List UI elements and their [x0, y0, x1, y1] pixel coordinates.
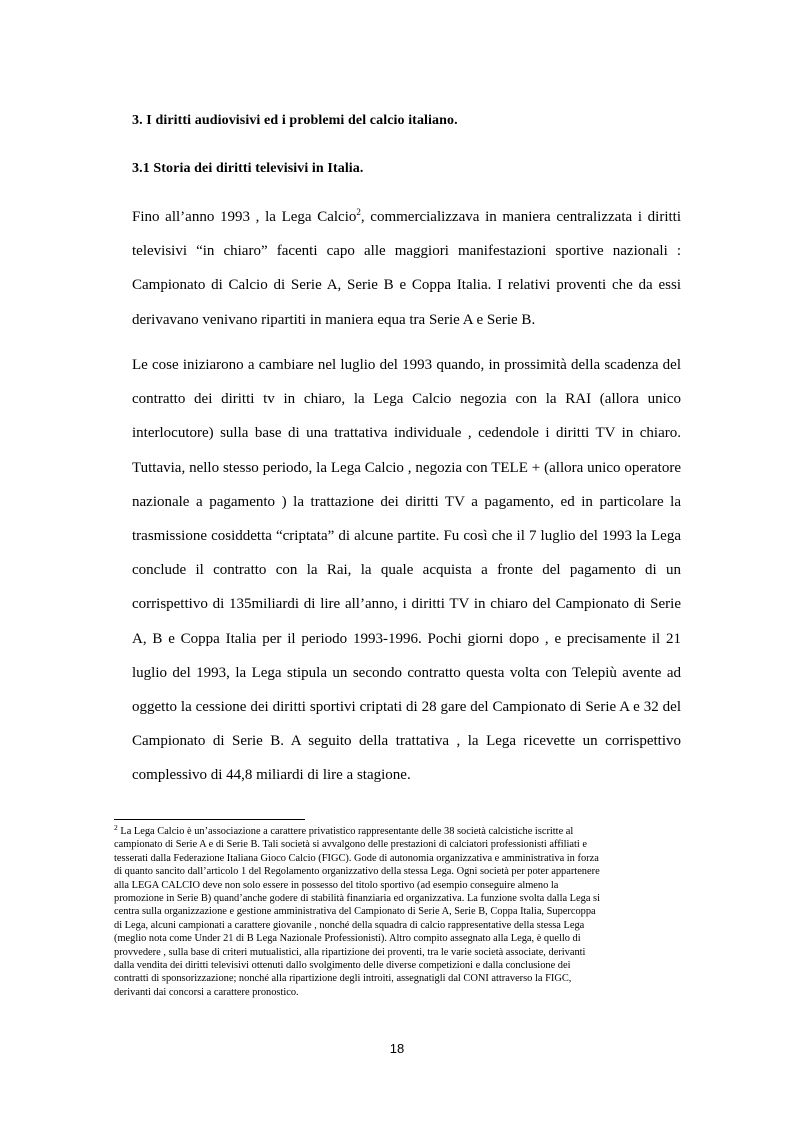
footnote-line: derivanti dai concorsi a carattere pronostico. [114, 986, 299, 998]
footnote-line: La Lega Calcio è un’associazione a carattere privatistico rappresentante delle 38 società calcistiche iscritte al [117, 826, 574, 837]
paragraph-1-start: Fino all’anno 1993 , la Lega Calcio [132, 209, 357, 225]
footnote-line: campionato di Serie A e di Serie B. Tali società si avvalgono delle prestazioni di calciatori professionisti affiliati e [114, 839, 587, 851]
paragraph-2: Le cose iniziarono a cambiare nel luglio del 1993 quando, in prossimità della scadenza del contratto dei diritti tv in chiaro, la Lega Calcio negozia con la RAI (allora unico interlocutore) sulla base di una trattativa individuale , cedendole i diritti TV in chiaro. Tuttavia, nello stesso periodo, la Lega Calcio , negozia con TELE + (allora unico operatore nazionale a pagamento ) la trattazione dei diritti TV a pagamento, ed in particolare la trasmissione cosiddetta “criptata” di alcune partite. Fu così che il 7 luglio del 1993 la Lega conclude il contratto con la Rai, la quale acquista a fronte del pagamento di un corrispettivo di 135miliardi di lire all’anno, i diritti TV in chiaro del Campionato di Serie A, B e Coppa Italia per il periodo 1993-1996. Pochi giorni dopo , e precisamente il 21 luglio del 1993, la Lega stipula un secondo contratto questa volta con Telepiù avente ad oggetto la cessione dei diritti sportivi criptati di 28 gare del Campionato di Serie A e 32 del Campionato di Serie B. A seguito della trattativa , la Lega ricevette un corrispettivo complessivo di 44,8 miliardi di lire a stagione. [132, 357, 681, 784]
footnote-line: tesserati dalla Federazione Italiana Gioco Calcio (FIGC). Gode di autonomia organizzativa e amministrativa in forza [114, 852, 599, 864]
paragraph-1 [132, 200, 681, 337]
footnote-line: (meglio nota come Under 21 di B Lega Nazionale Professionisti). Altro compito assegnato alla Lega, è quello di [114, 933, 581, 945]
footnote-reference[interactable]: 2 [356, 207, 361, 217]
footnote-line: provvedere , sulla base di criteri mutualistici, alla ripartizione dei proventi, tra le varie società associate, derivanti [114, 946, 586, 958]
footnote-line: alla LEGA CALCIO deve non solo essere in possesso del titolo sportivo (ad esempio conseguire almeno la [114, 879, 559, 891]
footnote-line: dalla vendita dei diritti televisivi ottenuti dallo svolgimento delle diverse competizioni e dalla conclusione dei [114, 960, 571, 972]
footnote-number: 2 [114, 823, 118, 832]
footnote-line: contratti di sponsorizzazione; nonché alla ripartizione degli introiti, assegnatigli dal CONI attraverso la FIGC, [114, 973, 572, 985]
subsection-heading: 3.1 Storia dei diritti televisivi in Italia. [132, 161, 364, 176]
section-heading: 3. I diritti audiovisivi ed i problemi del calcio italiano. [132, 113, 458, 128]
footnote-line: di Lega, alcuni campionati a carattere giovanile , nonché della squadra di calcio rappresentative della stessa Lega [114, 919, 585, 931]
paragraph-1-rest: , commercializzava in maniera centralizzata i diritti televisivi “in chiaro” facenti capo alle maggiori manifestazioni sportive nazionali : Campionato di Calcio di Serie A, Serie B e Coppa Italia. I relativi proventi che da essi derivavano venivano ripartiti in maniera equa tra Serie A e Serie B. [132, 209, 681, 328]
footnote [114, 825, 685, 999]
footnote-line: promozione in Serie B) quand’anche godere di stabilità finanziaria ed organizzativa. La funzione svolta dalla Lega si [114, 893, 600, 905]
footnote-line: di quanto sancito dall’articolo 1 del Regolamento organizzativo della stessa Lega. Ogni società per poter appartenere [114, 866, 600, 878]
footnote-separator [114, 819, 305, 820]
footnote-line: centra sulla organizzazione e gestione amministrativa del Campionato di Serie A, Serie B, Coppa Italia, Supercoppa [114, 906, 596, 918]
page-number: 18 [389, 1041, 405, 1056]
